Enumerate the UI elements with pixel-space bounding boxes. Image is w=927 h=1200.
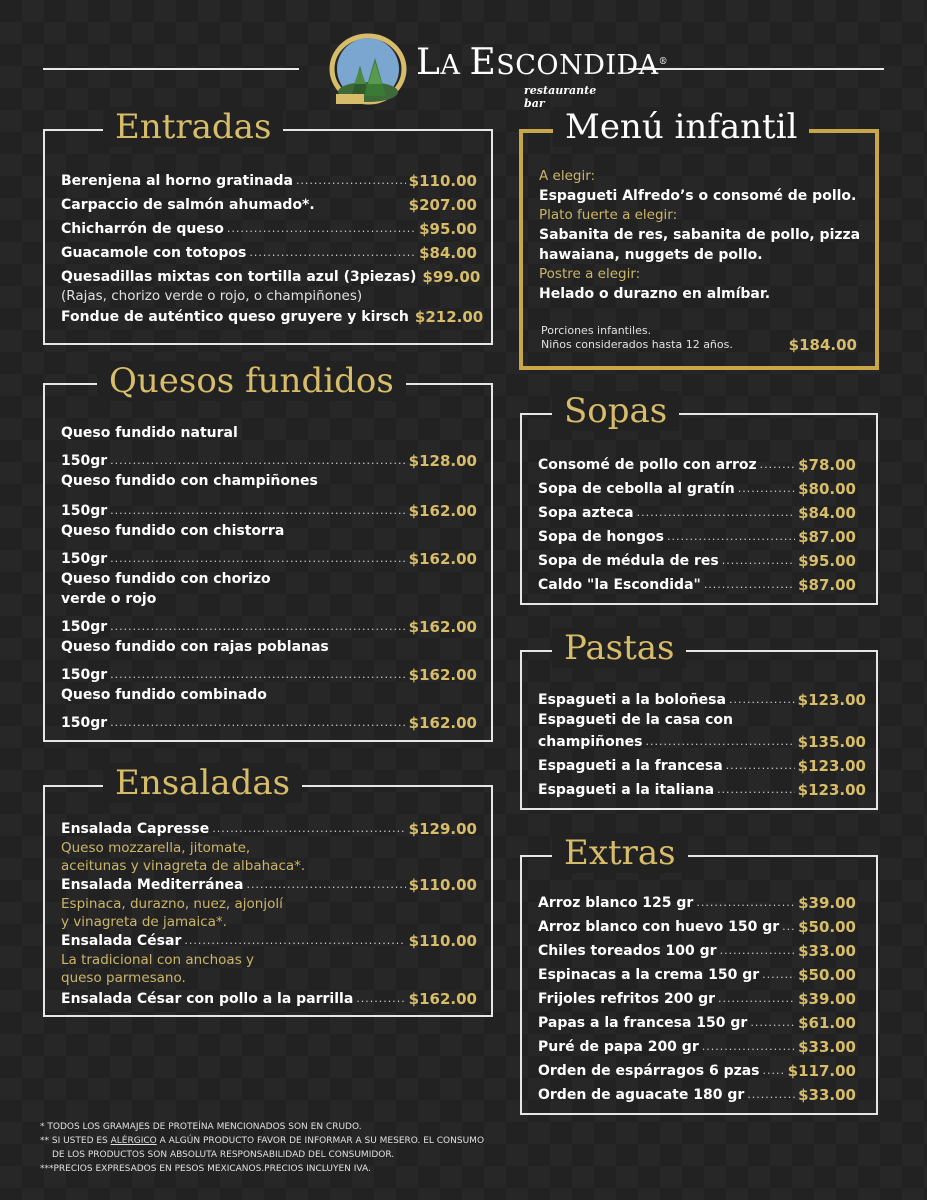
menu-item: Caldo "la Escondida" ..... $87.00 (538, 571, 856, 595)
brand-logo (328, 32, 669, 110)
footnote: ***PRECIOS EXPRESADOS EN PESOS MEXICANOS.PRECIOS INCLUYEN IVA. (40, 1164, 371, 1174)
menu-item: Sopa de médula de res ..... $95.00 (538, 547, 856, 571)
item-name: Queso fundido con champiñones (61, 473, 318, 489)
menu-item: 150gr ..... $162.00 (61, 705, 477, 733)
quesos-list (61, 423, 477, 733)
menu-item: Espinacas a la crema 150 gr ..... $50.00 (538, 961, 856, 985)
footnote: * TODOS LOS GRAMAJES DE PROTEÍNA MENCIONADOS SON EN CRUDO. (40, 1122, 362, 1132)
menu-item: Chicharrón de queso ..... $95.00 (61, 215, 477, 239)
elegir-text: Espagueti Alfredo’s o consomé de pollo. (539, 188, 857, 204)
entradas-list (61, 167, 484, 327)
infantil-note: Porciones infantiles. (541, 324, 652, 337)
menu-item: Carpaccio de salmón ahumado*. $207.00 (61, 196, 477, 214)
extras-section (520, 833, 878, 1115)
menu-item: Consomé de pollo con arroz ..... $78.00 (538, 451, 856, 475)
menu-item: 150gr ..... $162.00 (61, 657, 477, 685)
pastas-list (538, 686, 866, 800)
footnote: DE LOS PRODUCTOS SON ABSOLUTA RESPONSABILIDAD DEL CONSUMIDOR. (52, 1150, 395, 1160)
menu-item: Puré de papa 200 gr ..... $33.00 (538, 1033, 856, 1057)
menu-item: Ensalada Capresse ..... $129.00 (61, 819, 477, 839)
menu-item: Orden de aguacate 180 gr ..... $33.00 (538, 1081, 856, 1105)
item-name: Queso fundido con chorizo (61, 571, 271, 587)
menu-item: Berenjena al horno gratinada ..... $110.00 (61, 167, 477, 191)
item-note: y vinagreta de jamaica*. (61, 914, 227, 930)
item-note: Queso mozzarella, jitomate, (61, 840, 251, 856)
menu-item: Fondue de auténtico queso gruyere y kirsch $212.00 (61, 308, 484, 326)
infantil-price: $184.00 (788, 336, 857, 354)
extras-list (538, 889, 856, 1105)
quesos-title: Quesos fundidos (97, 361, 406, 401)
quesos-section (43, 361, 493, 742)
menu-item: champiñones ..... $135.00 (538, 730, 866, 752)
elegir-label: A elegir: (539, 168, 596, 184)
plato-text: hawaiana, nuggets de pollo. (539, 247, 763, 263)
menu-item: Frijoles refritos 200 gr ..... $39.00 (538, 985, 856, 1009)
item-note: La tradicional con anchoas y (61, 952, 255, 968)
menu-item: Ensalada César ..... $110.00 (61, 931, 477, 951)
item-note: queso parmesano. (61, 970, 186, 986)
infantil-note: Niños considerados hasta 12 años. (541, 338, 733, 351)
menu-item: 150gr ..... $162.00 (61, 491, 477, 521)
item-name: Queso fundido con rajas poblanas (61, 639, 329, 655)
item-note: Espinaca, durazno, nuez, ajonjolí (61, 896, 283, 912)
item-name: Espagueti de la casa con (538, 712, 734, 728)
plato-text: Sabanita de res, sabanita de pollo, pizza (539, 227, 861, 243)
menu-item: Espagueti a la francesa ..... $123.00 (538, 752, 866, 776)
ensaladas-section (43, 763, 493, 1017)
ensaladas-list (61, 819, 477, 1009)
menu-item: Sopa de hongos ..... $87.00 (538, 523, 856, 547)
ensaladas-title: Ensaladas (103, 763, 302, 803)
infantil-title: Menú infantil (553, 107, 809, 147)
menu-item: Ensalada César con pollo a la parrilla ..... $162.00 (61, 987, 477, 1009)
menu-item: Arroz blanco 125 gr ..... $39.00 (538, 889, 856, 913)
item-note: (Rajas, chorizo verde o rojo, o champiñones) (61, 288, 363, 304)
entradas-section (43, 107, 493, 345)
menu-item: Orden de espárragos 6 pzas ..... $117.00 (538, 1057, 856, 1081)
menu-item: Espagueti a la boloñesa ..... $123.00 (538, 686, 866, 710)
sopas-title: Sopas (552, 391, 679, 431)
item-name: Queso fundido con chistorra (61, 523, 285, 539)
pastas-section (520, 628, 878, 810)
brand-tagline: restaurante bar (524, 84, 597, 110)
menu-item: Sopa de cebolla al gratín ..... $80.00 (538, 475, 856, 499)
item-note: aceitunas y vinagreta de albahaca*. (61, 858, 306, 874)
infantil-section (519, 107, 879, 370)
extras-title: Extras (552, 833, 688, 873)
item-name: Queso fundido combinado (61, 687, 267, 703)
menu-item: 150gr ..... $162.00 (61, 541, 477, 569)
menu-item: Sopa azteca ..... $84.00 (538, 499, 856, 523)
entradas-title: Entradas (103, 107, 283, 147)
menu-item: Papas a la francesa 150 gr ..... $61.00 (538, 1009, 856, 1033)
pastas-title: Pastas (552, 628, 686, 668)
footnotes (40, 1120, 484, 1176)
postre-text: Helado o durazno en almíbar. (539, 286, 771, 302)
menu-item: 150gr ..... $162.00 (61, 609, 477, 637)
item-name: verde o rojo (61, 591, 157, 607)
menu-item: 150gr ..... $128.00 (61, 443, 477, 471)
menu-item: Guacamole con totopos ..... $84.00 (61, 239, 477, 263)
sopas-section (520, 391, 878, 605)
footnote: ** SI USTED ES ALÉRGICO A ALGÚN PRODUCTO FAVOR DE INFORMAR A SU MESERO. EL CONSUMO (40, 1136, 485, 1146)
header-rule-left (43, 68, 299, 70)
infantil-content (539, 167, 863, 304)
brand-name: LA ESCONDIDA® (416, 42, 669, 83)
menu-item: Arroz blanco con huevo 150 gr ..... $50.00 (538, 913, 856, 937)
infantil-notes (541, 324, 733, 352)
postre-label: Postre a elegir: (539, 266, 641, 282)
menu-item: Chiles toreados 100 gr ..... $33.00 (538, 937, 856, 961)
plato-label: Plato fuerte a elegir: (539, 207, 678, 223)
menu-item: Quesadillas mixtas con tortilla azul (3piezas) $99.00 (61, 268, 481, 286)
tree-logo-icon (328, 32, 410, 106)
menu-item: Ensalada Mediterránea ..... $110.00 (61, 875, 477, 895)
menu-item: Espagueti a la italiana ..... $123.00 (538, 776, 866, 800)
sopas-list (538, 451, 856, 595)
item-name: Queso fundido natural (61, 425, 238, 441)
